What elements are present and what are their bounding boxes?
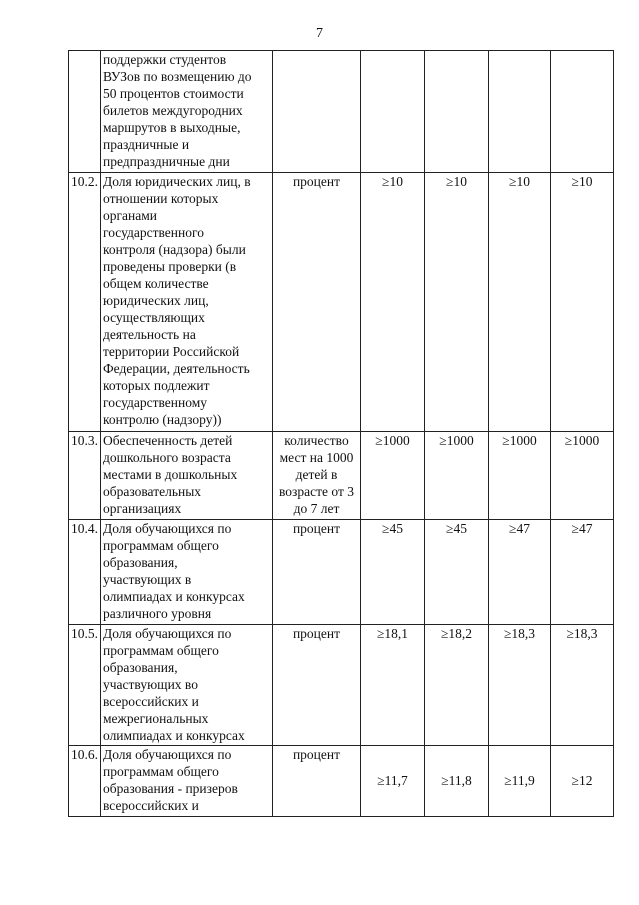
- value-cell-1: ≥45: [361, 520, 425, 625]
- value-cell-2: [425, 51, 489, 173]
- unit-cell: процент: [273, 520, 361, 625]
- indicator-name: Доля обучающихся по программам общего образования - призеров всероссийских и: [101, 746, 273, 817]
- indicator-name: Доля обучающихся по программам общего образования, участвующих в олимпиадах и конкурсах различного уровня: [101, 520, 273, 625]
- value-cell-1: ≥18,1: [361, 625, 425, 746]
- indicator-name: Обеспеченность детей дошкольного возраста местами в дошкольных образовательных организациях: [101, 432, 273, 520]
- value-cell-3: [489, 51, 551, 173]
- value-cell-4: ≥47: [551, 520, 614, 625]
- page-number: 7: [316, 26, 323, 41]
- value-cell-3: ≥18,3: [489, 625, 551, 746]
- unit-cell: процент: [273, 625, 361, 746]
- unit-cell: количество мест на 1000 детей в возрасте от 3 до 7 лет: [273, 432, 361, 520]
- row-number: [69, 51, 101, 173]
- value-cell-4: [551, 51, 614, 173]
- value-cell-4: ≥18,3: [551, 625, 614, 746]
- value-cell-1: ≥11,7: [361, 746, 425, 817]
- indicator-name: Доля обучающихся по программам общего образования, участвующих во всероссийских и межрегиональных олимпиадах и конкурсах: [101, 625, 273, 746]
- value-cell-2: ≥1000: [425, 432, 489, 520]
- value-cell-4: ≥10: [551, 173, 614, 432]
- table-row: [69, 51, 614, 173]
- value-cell-1: ≥10: [361, 173, 425, 432]
- table-row: [69, 520, 614, 625]
- value-cell-3: ≥10: [489, 173, 551, 432]
- value-cell-3: ≥1000: [489, 432, 551, 520]
- row-number: 10.4.: [69, 520, 101, 625]
- row-number: 10.2.: [69, 173, 101, 432]
- row-number: 10.3.: [69, 432, 101, 520]
- value-cell-1: ≥1000: [361, 432, 425, 520]
- table-row: [69, 746, 614, 817]
- value-cell-4: ≥12: [551, 746, 614, 817]
- value-cell-2: ≥45: [425, 520, 489, 625]
- unit-cell: процент: [273, 173, 361, 432]
- indicators-table: [68, 50, 614, 817]
- row-number: 10.5.: [69, 625, 101, 746]
- row-number: 10.6.: [69, 746, 101, 817]
- table-row: [69, 173, 614, 432]
- unit-cell: процент: [273, 746, 361, 817]
- table-row: [69, 625, 614, 746]
- value-cell-4: ≥1000: [551, 432, 614, 520]
- value-cell-2: ≥10: [425, 173, 489, 432]
- value-cell-3: ≥11,9: [489, 746, 551, 817]
- value-cell-3: ≥47: [489, 520, 551, 625]
- indicator-name: поддержки студентов ВУЗов по возмещению до 50 процентов стоимости билетов междугородних маршрутов в выходные, праздничные и предпраздничные дни: [101, 51, 273, 173]
- value-cell-1: [361, 51, 425, 173]
- value-cell-2: ≥11,8: [425, 746, 489, 817]
- unit-cell: [273, 51, 361, 173]
- table-row: [69, 432, 614, 520]
- indicator-name: Доля юридических лиц, в отношении которых органами государственного контроля (надзора) были проведены проверки (в общем количестве юридических лиц, осуществляющих деятельность на территории Российской Федерации, деятельность которых подлежит государственному контролю (надзору)): [101, 173, 273, 432]
- value-cell-2: ≥18,2: [425, 625, 489, 746]
